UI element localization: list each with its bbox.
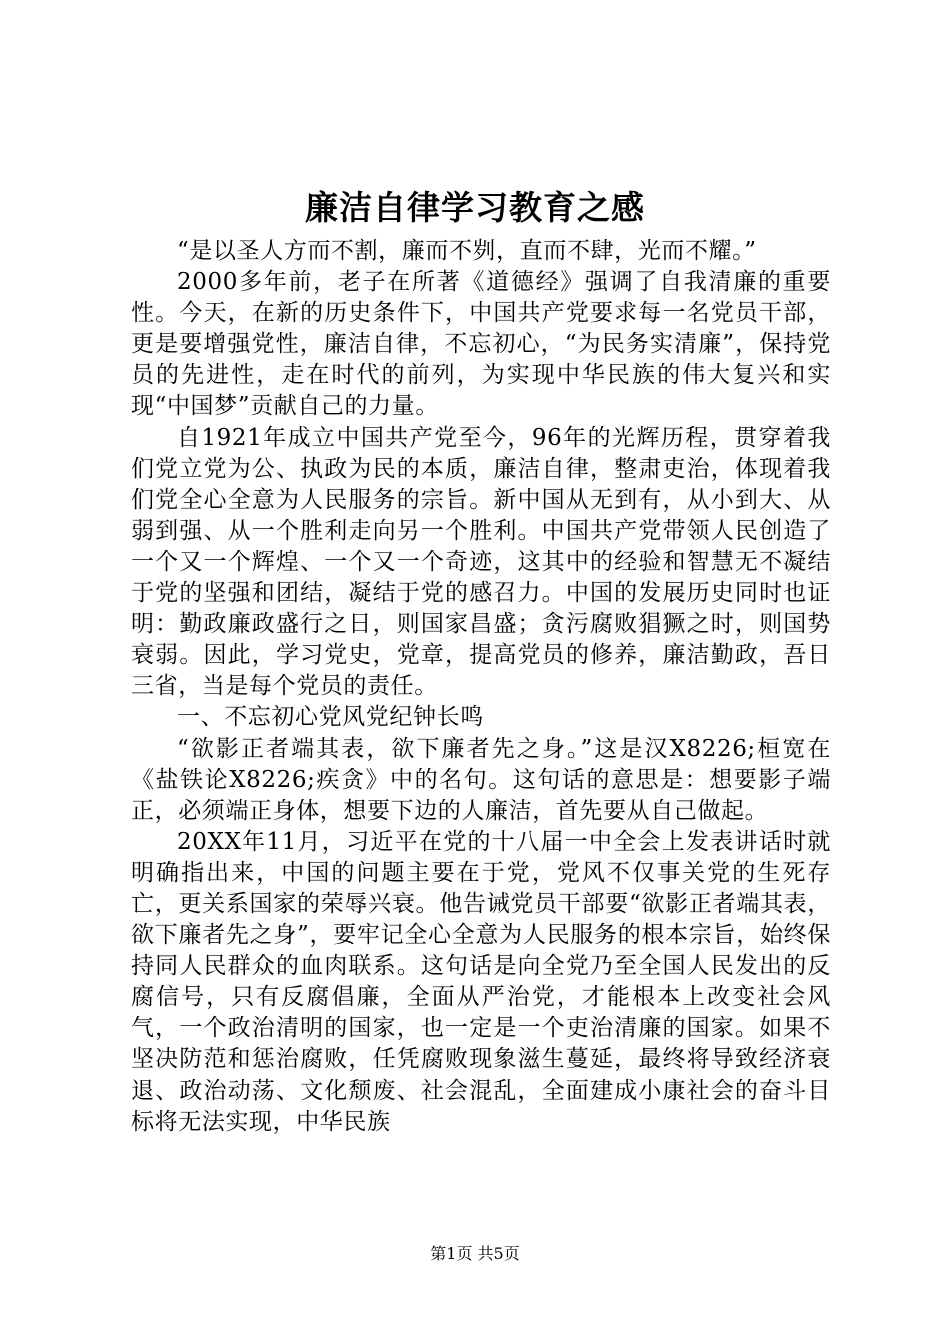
document-title: 廉洁自律学习教育之感 xyxy=(305,188,645,227)
paragraph-daodejing: 2000多年前，老子在所著《道德经》强调了自我清廉的重要性。今天，在新的历史条件下，中国共产党要求每一名党员干部，更是要增强党性，廉洁自律，不忘初心，“为民务实清廉”，保持党员的先进性，走在时代的前列，为实现中华民族的伟大复兴和实现“中国梦”贡献自己的力量。 xyxy=(131,269,831,420)
section-heading-1: 一、不忘初心党风党纪钟长鸣 xyxy=(177,704,484,731)
paragraph-speech: 20XX年11月，习近平在党的十八届一中全会上发表讲话时就明确指出来，中国的问题主要在于党，党风不仅事关党的生死存亡，更关系国家的荣辱兴衰。他告诫党员干部要“欲影正者端其表，欲下廉者先之身”，要牢记全心全意为人民服务的根本宗旨，始终保持同人民群众的血肉联系。这句话是向全党乃至全国人民发出的反腐信号，只有反腐倡廉，全面从严治党，才能根本上改变社会风气，一个政治清明的国家，也一定是一个吏治清廉的国家。如果不坚决防范和惩治腐败，任凭腐败现象滋生蔓延，最终将导致经济衰退、政治动荡、文化颓废、社会混乱，全面建成小康社会的奋斗目标将无法实现，中华民族 xyxy=(131,828,831,1135)
document-body xyxy=(131,236,831,1138)
paragraph-party-history: 自1921年成立中国共产党至今，96年的光辉历程，贯穿着我们党立党为公、执政为民的本质，廉洁自律，整肃吏治，体现着我们党全心全意为人民服务的宗旨。新中国从无到有，从小到大、从弱到强、从一个胜利走向另一个胜利。中国共产党带领人民创造了一个又一个辉煌、一个又一个奇迹，这其中的经验和智慧无不凝结于党的坚强和团结，凝结于党的感召力。中国的发展历史同时也证明：勤政廉政盛行之日，则国家昌盛；贪污腐败猖獗之时，则国势衰弱。因此，学习党史，党章，提高党员的修养，廉洁勤政，吾日三省，当是每个党员的责任。 xyxy=(131,424,831,700)
paragraph-yantielun-quote: “欲影正者端其表，欲下廉者先之身。”这是汉X8226;桓宽在《盐铁论X8226;疾贪》中的名句。这句话的意思是：想要影子端正，必须端正身体，想要下边的人廉洁，首先要从自己做起。 xyxy=(131,735,831,824)
page-number-footer: 第1页 共5页 xyxy=(430,1244,520,1263)
paragraph-quote-laozi: “是以圣人方而不割，廉而不刿，直而不肆，光而不耀。” xyxy=(177,238,757,264)
